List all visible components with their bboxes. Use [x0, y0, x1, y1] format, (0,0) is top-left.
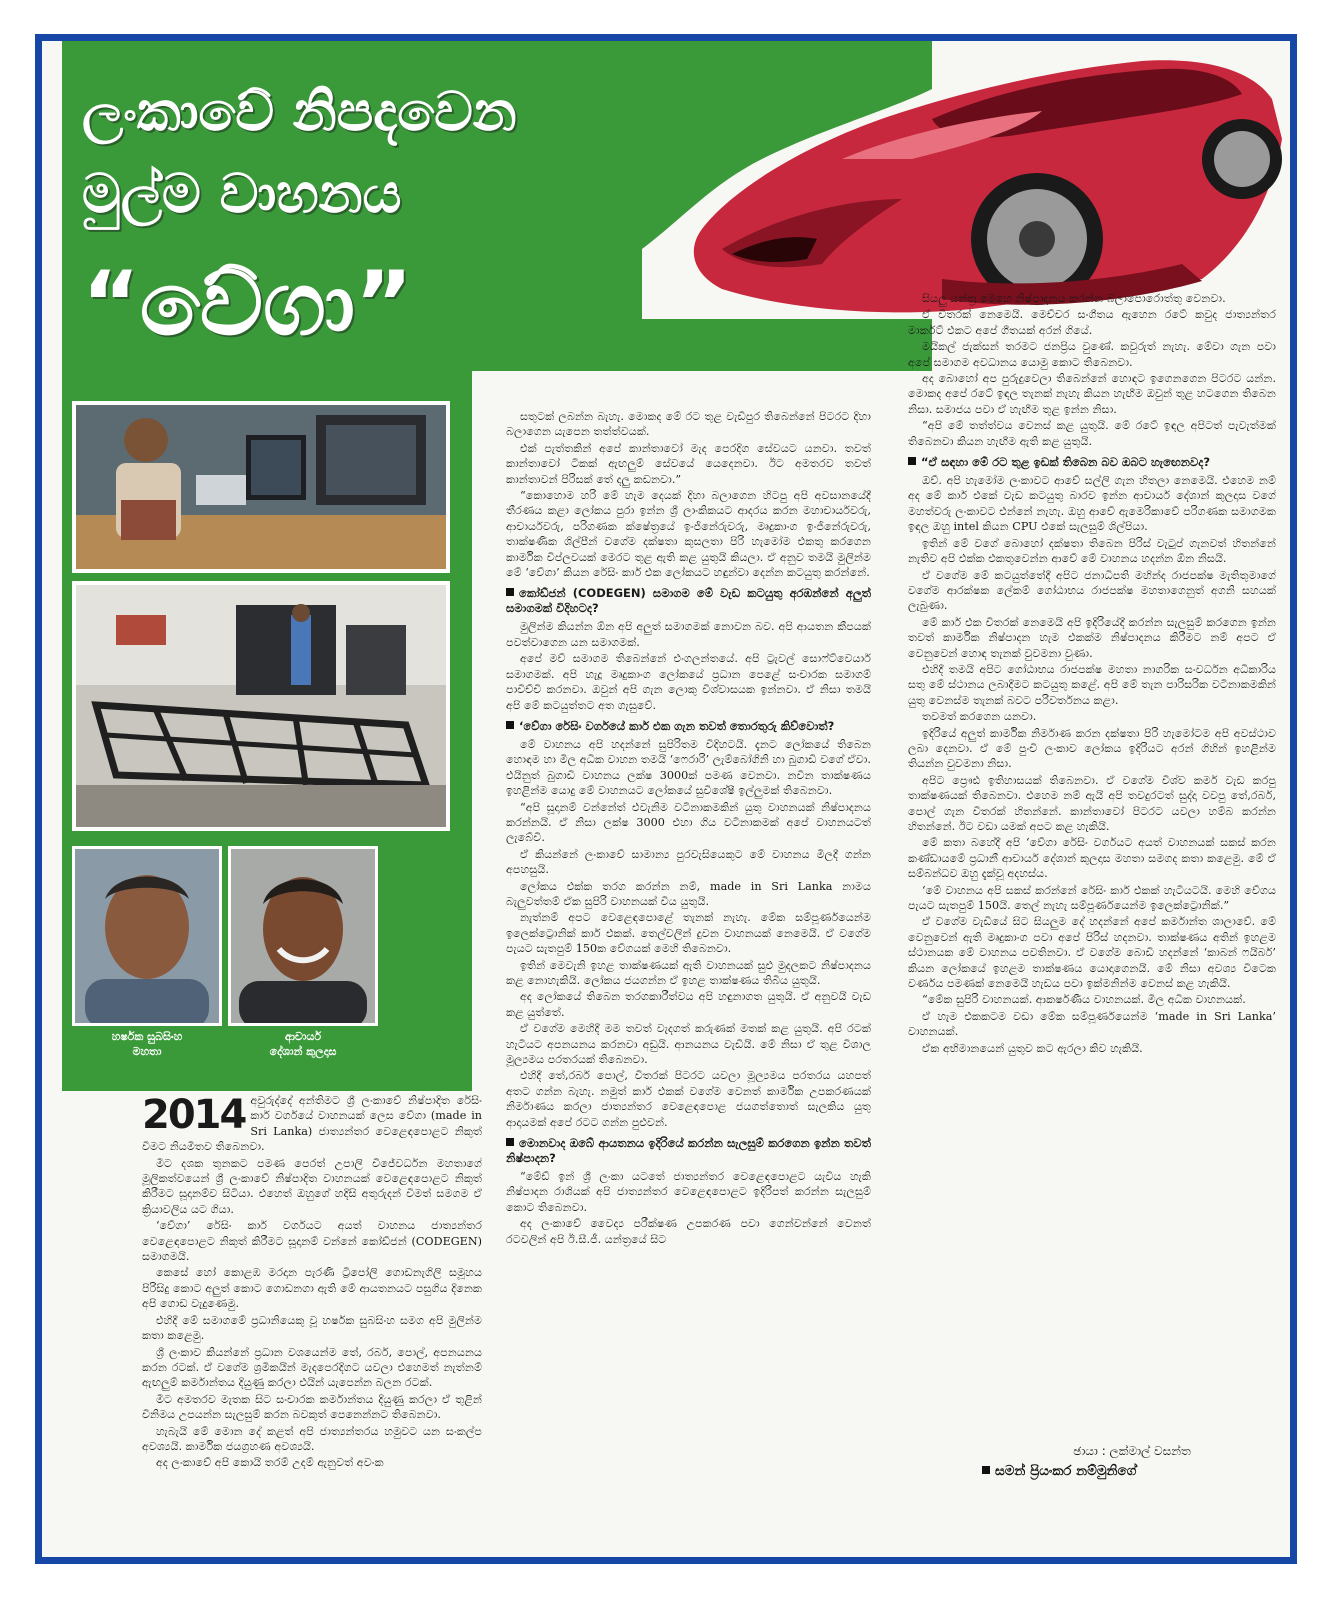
workshop-photo-computers — [72, 401, 450, 573]
paragraph: එහිදී තේ,රබර් පොල්, විතරක් පිටරට යවලා මූල්‍යමය පරතරය යහපත් අතට ගන්න බැහැ. නමුත් කාර් එකක් වගේම වෙනත් කාර්මික උපකරණයක් නිර්මාණය කරලා ජාත්‍යන්තර වෙළෙඳපොළ ජයගත්තොත් සැලකිය යුතු ආදායමක් අපේ රටට ගන්න පුළුවන්. — [506, 1069, 871, 1129]
caption-person-1-name: හර්ෂක සුබසිංහ — [111, 1030, 183, 1043]
page-frame — [35, 34, 1297, 1564]
paragraph: එහිදී මේ සමාගමේ ප්‍රධානියෙකු වූ හර්ෂක සුබසිංහ සමග අපි මුලින්ම කතා කළෙමු. — [142, 1313, 482, 1343]
paragraph: මුලින්ම කියන්න ඕන අපි අලුත් සමාගමක් නොවන බව. අපි ආයතන කීපයක් පවත්වාගෙන යන සමාගමක්. — [506, 620, 871, 649]
paragraph: “කොහොම හරි මේ හැම දෙයක් දිහා බලාගෙන හිටපු අපි අවසානයේදී තීරණය කළා ලෝකය පුරා ඉන්න ශ්‍රී ලාංකිකයට ආදරය කරන මහාචාර්යවරු, ආචාර්යවරු, පරිගණක ක්ෂේත්‍රයේ ඉංජිනේරුවරු, මෘදුකාංග ඉංජිනේරුවරු, තාක්ෂණික ශිල්පීන් වගේම දක්ෂතා කුසලතා පිරි හැමෝම එකතු කරගෙන කාර්මික විප්ලවයක් මෙරට තුළ ඇති කළ යුතුයි කියලා. ඒ අනුව තමයි මුලින්ම මේ ‘වේගා’ කියන රේසිං කාර් එක ලෝකයට හඳුන්වා දෙන්න කටයුතු කරන්නේ. — [506, 489, 871, 580]
drop-cap-year: 2014 — [142, 1093, 246, 1138]
paragraph: ඔව්. අපි හැමෝම ලංකාවට ආවේ සල්ලි ගැන හිතලා නෙමෙයි. එහෙම නම් අද මේ කාර් එකේ වැඩ කටයුතු බාරව ඉන්න ආචාර්ය දේශාන් කුලදාස වගේ මහත්වරු ලංකාවට එන්නේ නැහැ. ඔහු ආවේ ඇමෙරිකාවේ පරිගණක සමාගමක ඉඳල ඔහු intel කියන CPU එකේ සැලසුම් ශිල්පියා. — [908, 474, 1276, 534]
caption-person-2-name: දේශාන් කුලදාස — [269, 1045, 337, 1058]
paragraph: කෙසේ හෝ කොළඹ මරදාන පැරණි ට්‍රිපෝලි ගොඩනැගිලි සමූහය පිරිසිදු කොට අලුත් කොට ගොඩනගා ඇති මේ ආයතනයට පසුගිය දිනෙක අපි ගොඩ වැදුණෙමු. — [142, 1266, 482, 1311]
author-name-text: සමන් ප්‍රියංකර නම්මුනිගේ — [995, 1463, 1137, 1479]
caption-person-1-title: මහතා — [132, 1045, 162, 1058]
paragraph: ඒ වගේම වැඩියේ සිට සියලුම දේ හදන්නේ අපේ කර්මාන්ත ශාලාවේ. මේ වෙනුවෙන් ඇති මෘදුකාංග පවා අපේ පිරිස් හදනවා. තාක්ෂණය අතින් ඉහළම ස්ථානයක මේ වාහනය පවතිනවා. ඒ වගේම බොඩි හදන්නේ ‘කාබන් ෆයිබර්’ කියන ලෝකයේ ඉහළම තාක්ෂණය යොදාගෙනයි. මේ නිසා අවශ්‍ය විටෙක වර්ණය පමණක් නෙමෙයි හැඩය පවා ඉක්මනින්ම වෙනස් කළ හැකියි. — [908, 915, 1276, 991]
paragraph: ඒ වගේම මෙහිදී මම තවත් වැදගත් කරුණක් මතක් කළ යුතුයි. අපි රටක් හැටියට අපනයනය කරනවා අඩුයි. ආනයනය වැඩියි. මේ නිසා ඒ තුළ විශාල මූල්‍යමය පරතරයක් තිබෙනවා. — [506, 1022, 871, 1067]
paragraph: “අපි මේ තත්ත්වය වෙනස් කළ යුතුයි. මේ රටේ ඉඳල අපිටත් පැවැත්මක් තිබෙනවා කියන හැඟීම ඇති කළ යුතුයි. — [908, 419, 1276, 448]
bullet-square-icon — [506, 721, 514, 729]
portrait-deshan-kuladasa — [228, 846, 378, 1026]
workshop-photo-chassis — [72, 581, 450, 831]
bullet-square-icon — [908, 457, 916, 465]
paragraph: මේ කාර් එක විතරක් නෙමෙයි අපි ඉදිරියේදී කරන්න සැලසුම් කරගෙන ඉන්න තවත් කාර්මික නිෂ්පාදන හැම එකක්ම නිෂ්පාදනය කිරීමට නම් අපට ඒ වෙනුවෙන් හොඳ තැනක් වුවමනා වුණා. — [908, 615, 1276, 660]
paragraph: අද බොහෝ අප පුරුදුවෙලා තිබෙන්නේ හොඳට ඉගෙනගෙන පිටරට යන්න. මොකද අපේ රටේ ඉඳල තැනක් නැහැ කියන හැඟීම ඔවුන් තුළ හටගෙන තිබෙන නිසා. සමාජය පවා ඒ හැඟීම තුළ ඉන්න නිසා. — [908, 372, 1276, 416]
bullet-square-icon — [506, 588, 514, 596]
paragraph: මේ කතා බහේදී අපි ‘වේගා රේසිං වර්ගයට අයත් වාහනයක් සකස් කරන කණ්ඩායමේ ප්‍රධානී ආචාර්ය දේශාන් කුලදාස මහතා සමගද කතා කළෙමු. මේ ඒ සම්බන්ධව ඔහු දැක්වූ අදහස්ය. — [908, 836, 1276, 881]
subheading — [908, 455, 1276, 470]
paragraph: “මේක සුපිරි වාහනයක්. ආකර්ෂණීය වාහනයක්. මිල අධික වාහනයක්. — [922, 993, 1246, 1007]
red-sports-car-image — [642, 49, 1282, 319]
headline-line-2: මුල්ම වාහනය — [82, 162, 402, 225]
paragraph: ‘වේගා’ රේසිං කාර් වර්ගයට අයත් වාහනය ජාත්‍යන්තර වෙළෙඳපොළට නිකුත් කිරීමට සූදානම් වන්නේ කෝඩ්ජන් (CODEGEN) සමාගමයි. — [142, 1219, 482, 1264]
paragraph: ඒක අභිමානයෙන් යුතුව කට ඇරලා කිව හැකියි. — [922, 1041, 1143, 1055]
headline — [82, 71, 642, 369]
paragraph: ඒ කියන්නේ ලංකාවේ සාමාන්‍ය පුරවැසියෙකුට මේ වාහනය මිලදී ගන්න අපහසුයි. — [506, 847, 871, 877]
paragraph: අද ලංකාවේ වෛද්‍ය පරීක්ෂණ උපකරණ පවා ගෙන්වන්නේ වෙනත් රටවලින් අපි ඊ.සී.ජී. යන්ත්‍රයේ සිට — [506, 1217, 871, 1246]
caption-person-1 — [72, 1029, 222, 1059]
subheading — [506, 586, 871, 616]
paragraph: අවුරුද්දේ අන්තිමට ශ්‍රී ලංකාවේ නිෂ්පාදිත රේසිං කාර් වර්ගයේ වාහනයක් ලෙස වේගා (made in Sri Lanka) ජාත්‍යන්තර වෙළෙඳපොළට නිකුත් වීමට නියමිතව තිබෙනවා. — [142, 1094, 482, 1154]
paragraph: ඉතින් මේ වගේ බොහෝ දක්ෂතා තිබෙන පිරිස් වැටුප් ගැනවත් හිතන්නේ නැතිව අපි එක්ක එකතුවෙන්න ආවේ මේ වාහනය හදන්න ඕන නිසයි. — [908, 536, 1276, 566]
paragraph: “මේඩ් ඉන් ශ්‍රී ලංකා යටතේ ජාත්‍යන්තර වෙළෙඳපොළට යැවිය හැකි නිෂ්පාදන රාශියක් අපි ජාත්‍යන්තර වෙළෙඳපොළට ඉදිරිපත් කරන්න සැලසුම් කොට තිබෙනවා. — [506, 1170, 871, 1214]
paragraph: නැත්නම් අපට වෙළෙඳපොළේ තැනක් නැහැ. මේක සම්පූර්ණයෙන්ම ඉලෙක්ට්‍රොනික් කාර් එකක්. තෙල්වලින් දුවන වාහනයක් නෙමෙයි. ඒ වගේම පැයට සැතපුම් 150ක වේගයක් මෙහි තිබෙනවා. — [506, 911, 871, 956]
paragraph: මේ වාහනය අපි හදන්නේ සුපිරිතම විදිහටයි. දැනට ලෝකයේ තිබෙන හොඳම හා මිල අධික වාහන තමයි ‘ෆෙරාරි’ ලැම්බෝගිනි හා බුගාඩි වගේ ඒවා. එයිනුත් බුගාඩි වාහනය ලක්ෂ 3000ක් පමණ වෙනවා. නවීන තාක්ෂණය ඉහළින්ම යොදු මේ වාහනයට ලෝකයේ සුවිශේෂී ඉල්ලුමක් තිබෙනවා. — [506, 737, 871, 798]
paragraph: මීට අමතරව මැතක සිට සංචාරක කර්මාන්තය දියුණු කරලා ඒ තුළින් විනිමය උපයන්න සැලසුම් කරන බවකුත් පෙනෙන්නට තිබෙනවා. — [142, 1392, 482, 1422]
headline-line-1: ලංකාවේ නිපදවෙන — [82, 80, 517, 143]
headline-line-3: “වේගා” — [82, 252, 413, 355]
paragraph: මීට දශක තුනකට පමණ පෙරත් උපාලි විජේවර්ධන මහතාගේ මූලිකත්වයෙන් ශ්‍රී ලංකාවේ නිෂ්පාදිත වාහනයක් වෙළෙඳපොළට නිකුත් කිරීමට සූදානම්ව සිටියා. එහෙත් ඔහුගේ හදිසි අතුරුදන් වීමත් සමගම ඒ ක්‍රියාවලිය යට ගියා. — [142, 1156, 482, 1216]
bullet-square-icon — [506, 1138, 514, 1146]
paragraph: එක් පැත්තකින් අපේ කාන්තාවෝ මැද පෙරදිග සේවයට යනවා. තවත් කාන්තාවෝ ටිකක් ඇඟලුම් සේවයේ යෙදෙනවා. ඊට අමතරව තවත් කාන්තාවන් පිරිසක් තේ දලු කඩනවා.” — [506, 441, 871, 486]
paragraph: අපිට ප්‍රෞඪ ඉතිහාසයක් තිබෙනවා. ඒ වගේම විශ්ව කර්ම වැඩ කරපු තාක්ෂණයක් තිබෙනවා. එහෙම නම් ඇයි අපි තවදුරටත් සුද්දා වවපු තේ,රබර්, පොල් ගැන විතරක් හිතන්නේ. කාන්තාවෝ පිටරට යවලා හම්බ කරන්න හිතන්නේ. ඊට වඩා යමක් අපට කළ හැකියි. — [908, 773, 1276, 833]
paragraph: ඉදිරියේ අලුත් කාර්මික නිර්මාණ කරන දක්ෂතා පිරි හැමෝටම අපි අවස්ථාව ලබා දෙනවා. ඒ මේ පුංචි ලංකාව ලෝකය ඉදිරියට අරන් ගිහින් ඉහළින්ම තියන්න වුවමනා නිසා. — [908, 726, 1276, 771]
paragraph: ඒ හැම එකකටම වඩා මේක සම්පූර්ණයෙන්ම ‘made in Sri Lanka’ වාහනයක්. — [908, 1009, 1276, 1039]
paragraph: සතුටක් ලබන්න බැහැ. මොකද මේ රට තුළ වැඩිපුර තිබෙන්නේ පිටරට දිහා බලාගෙන යැපෙන තත්ත්වයක්. — [506, 410, 871, 439]
subheading — [506, 1136, 871, 1166]
article-column-3 — [908, 291, 1276, 1441]
paragraph: ශ්‍රී ලංකාව කියන්නේ ප්‍රධාන වශයෙන්ම තේ, රබර්, පොල්, අපනයනය කරන රටක්. ඒ වගේම ශ්‍රමිකයින් මැදපෙරදිගට යවලා එහෙමත් නැත්නම් ඇඟලුම් කර්මාන්තය දියුණු කරලා එයින් යැපෙන්න බලන රටක්. — [142, 1345, 482, 1390]
author-name — [982, 1461, 1282, 1481]
caption-person-2-title: ආචාර්ය — [284, 1030, 322, 1043]
paragraph: අද ලෝකයේ තිබෙන තරගකාරීත්වය අපි හඳුනාගත යුතුයි. ඒ අනුවයි වැඩ කළ යුත්තේ. — [506, 990, 871, 1019]
newspaper-clipping — [42, 41, 1290, 1557]
subheading-text: මොනවාද ඔබේ ආයතනය ඉදිරියේ කරන්න සැලසුම් කරගෙන ඉන්න තවත් නිෂ්පාදන? — [506, 1136, 871, 1166]
byline — [982, 1441, 1282, 1481]
paragraph: තවමත් කරගෙන යනවා. — [922, 710, 1037, 724]
paragraph: අද ලංකාවේ අපි කොයි තරම් උදම් ඇනුවත් අවංක — [156, 1456, 384, 1470]
paragraph: එහිදී තමයි අපිට ගෝඨාභය රාජපක්ෂ මහතා නාගරික සංවර්ධන අධිකාරිය සතු මේ ස්ථානය ලබාදීමට කටයුතු කළේ. අපි මේ තැන පාරිසරික වටිනාකමකින් යුතු වෙනස්ම තැනක් බවට පරිවර්තනය කළා. — [908, 662, 1276, 707]
paragraph: සියලු යන්ත්‍ර මෙහෙ නිෂ්පාදනය කරන්න බලාපොරොත්තු වෙනවා. — [922, 292, 1226, 305]
paragraph: ඉතින් මෙවැනි ඉහළ තාක්ෂණයක් ඇති වාහනයක් සුළු මුදලකට නිෂ්පාදනය කළ නොහැකියි. ලෝකය ජයගන්න ඒ ඉහළ තාක්ෂණය තිබිය යුතුයි. — [506, 958, 871, 987]
subheading-text: ‘වේගා රේසිං වර්ගයේ කාර් එක ගැන තවත් තොරතුරු කිව්වොත්? — [519, 718, 835, 733]
subheading-text: “ඒ සඳහා මේ රට තුළ ඉඩක් තිබෙන බව ඔබට හැඟෙනවද? — [921, 455, 1210, 470]
photo-credit: ඡායා : ලක්මාල් වසන්ත — [1073, 1444, 1191, 1458]
subheading-text: කෝඩ්ජන් (CODEGEN) සමාගම මේ වැඩ කටයුතු අරඹන්නේ අලුත් සමාගමක් විදිහටද? — [506, 586, 871, 616]
paragraph: අපේ මව් සමාගම තිබෙන්නේ එංගලන්තයේ. අපි ට්‍රැවල් සොෆ්ට්වෙයාර් සමාගමක්. අපි හැදූ මෘදුකාංග ලෝකයේ ප්‍රධාන පෙළේ සංචාරක සමාගම් පාවිච්චි කරනවා. ඔවුන් අපි ගැන ලොකු විශ්වාසයක ඉන්නවා. ඒ නිසා තමයි අපි මේ කටයුත්තට අත ගැසුවේ. — [506, 652, 871, 712]
caption-person-2 — [228, 1029, 378, 1059]
paragraph: මයිකල් ජැක්සන් තරමට ජනප්‍රිය වුණේ. කවුරුත් නැහැ. මේවා ගැන පවා අපේ සමාගම අවධානය යොමු කොට තිබෙනවා. — [908, 340, 1276, 369]
portrait-harshaka-subasinghe — [72, 846, 222, 1026]
bullet-square-icon — [982, 1466, 990, 1474]
paragraph: ‘මේ වාහනය අපි සකස් කරන්නේ රේසිං කාර් එකක් හැටියටයි. මෙහි වේගය පැයට සැතපුම් 150යි. තෙල් නැහැ සම්පූර්ණයෙන්ම ඉලෙක්ට්‍රොනික්.” — [908, 883, 1276, 913]
article-column-2 — [506, 409, 871, 1549]
paragraph: ලෝකය එක්ක තරග කරන්න නම්, made in Sri Lanka නාමය බැලුවත්තම් ඒක සුපිරි වාහනයක් විය යුතුයි. — [506, 879, 871, 908]
paragraph: හැබැයි මේ මොන දේ කළත් අපි ජාත්‍යන්තරය හමුවට යන සංකල්ප අවශ්‍යයි. කාර්මික ජයග්‍රහණ අවශ්‍යයි. — [142, 1424, 482, 1453]
article-column-1 — [142, 1093, 482, 1533]
subheading — [506, 719, 871, 734]
paragraph: ඒ වගේම මේ කටයුත්තේදී අපිට ජනාධිපති මහින්ද රාජපක්ෂ මැතිතුමාගේ වගේම ආරක්ෂක ලේකම් ගෝඨාභය රාජපක්ෂ මහතාගෙනුත් අගනි සහයක් ලැබුණා. — [908, 568, 1276, 613]
paragraph: “අපි සූදානම් වන්නේත් එවැනිම වටිනාකමකින් යුතු වාහනයක් නිෂ්පාදනය කරන්නයි. ඒ නිසා ලක්ෂ 3000 එහා ගිය වටිනාකමක් අපේ වාහනයටත් ලැබේවි. — [506, 800, 871, 845]
paragraph: ඒ විතරක් නෙමෙයි. මෙච්චර සංගීතය ඇහෙන රටේ කවුද ජාත්‍යන්තර මාර්කට් එකට අපේ ගීතයක් අරන් ගියේ. — [908, 308, 1276, 337]
